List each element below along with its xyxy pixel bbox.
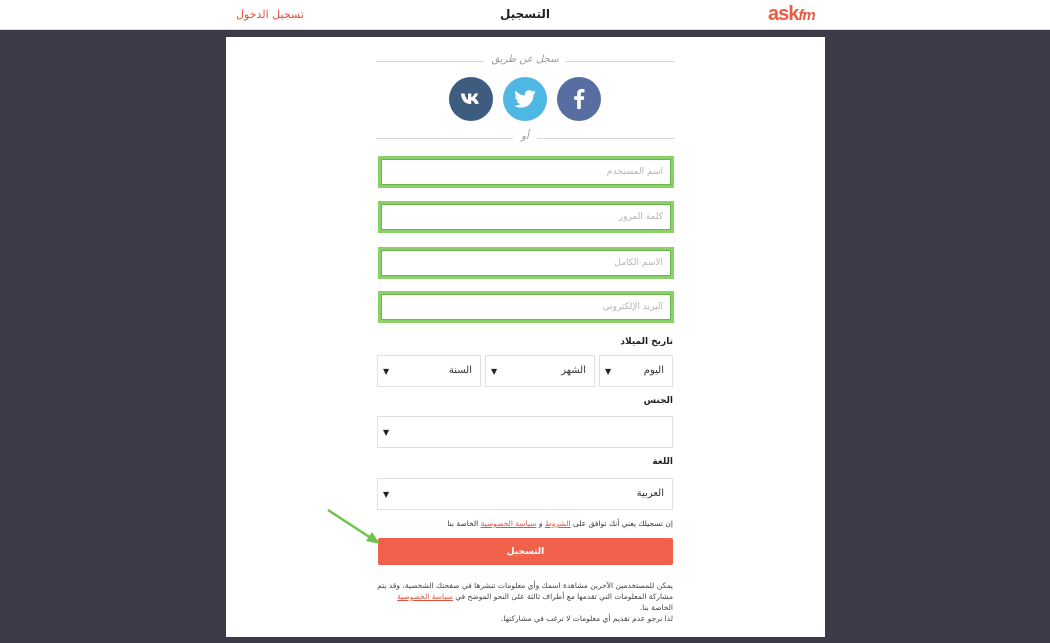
chevron-down-icon: ▼ xyxy=(383,367,390,376)
chevron-down-icon: ▼ xyxy=(605,367,612,376)
privacy-policy-link[interactable]: سياسة الخصوصية xyxy=(480,519,537,528)
privacy-info-text: يمكن للمستخدمين الآخرين مشاهدة اسمك وأي معلومات تنشرها في صفحتك الشخصية، وقد يتم مشاركة المعلومات التي تقدمها مع أطراف ثالثة على النحو الموضح في سياسة الخصوصية الخاصة بنا. لذا نرجو عدم تقديم أي معلومات لا ترغب في مشاركتها. xyxy=(377,581,673,623)
language-label: اللغة xyxy=(652,457,673,467)
register-button[interactable]: التسجيل xyxy=(378,538,673,565)
day-select-value: اليوم xyxy=(643,365,664,376)
birthday-label: تاريخ الميلاد xyxy=(620,337,673,347)
chevron-down-icon: ▼ xyxy=(383,490,390,499)
gender-label: الجنس xyxy=(643,396,673,406)
or-label: أو xyxy=(0,131,1050,142)
askfm-logo[interactable]: askfm xyxy=(768,3,815,25)
terms-notice: إن تسجيلك يعني أنك توافق على الشروط و سياسة الخصوصية الخاصة بنا xyxy=(447,519,673,528)
month-select-value: الشهر xyxy=(561,365,586,376)
year-select-value: السنة xyxy=(448,365,472,376)
login-link[interactable]: تسجيل الدخول xyxy=(236,8,304,21)
language-select-value: العربية xyxy=(636,488,664,499)
chevron-down-icon: ▼ xyxy=(383,428,390,437)
page-title: التسجيل xyxy=(500,7,550,21)
terms-link[interactable]: الشروط xyxy=(544,519,571,528)
chevron-down-icon: ▼ xyxy=(491,367,498,376)
signup-with-label: سجل عن طريق xyxy=(0,54,1050,65)
privacy-policy-link-2[interactable]: سياسة الخصوصية xyxy=(397,592,453,601)
